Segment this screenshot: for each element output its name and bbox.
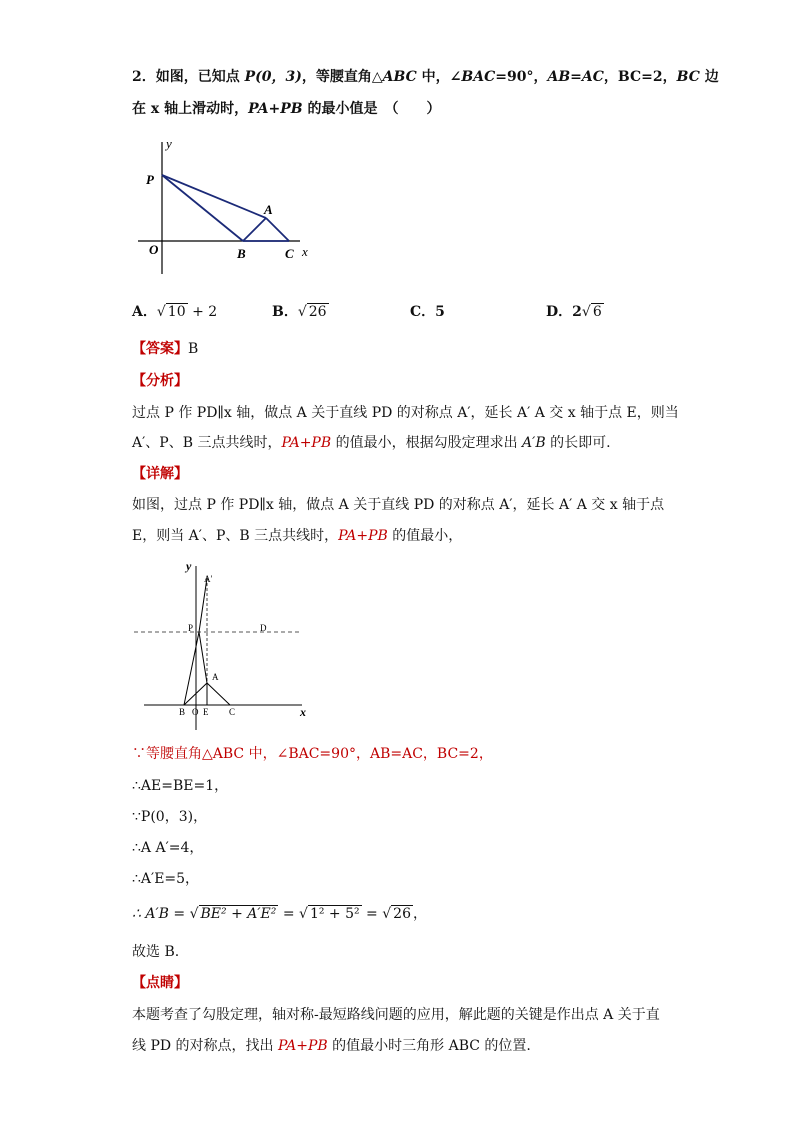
bc-edge-text: BC [676, 69, 700, 85]
option-a-label: A． [132, 304, 157, 320]
analysis-seg: A′B [522, 435, 546, 451]
step-7: 故选 B. [132, 944, 180, 960]
detail-line-2 [132, 525, 462, 545]
fig2-label-o: O [192, 707, 199, 717]
triangle-name: ABC [382, 69, 417, 85]
answer-tag: 【答案】 [132, 341, 188, 357]
step6-mid: = [278, 906, 300, 922]
analysis-line2-prefix: A′、P、B 三点共线时， [132, 435, 282, 451]
step6-eq: = [361, 906, 383, 922]
angle-value: =90°， [495, 69, 548, 85]
option-d-radicand: 6 [592, 304, 602, 320]
step-4: ∴A A′=4， [132, 840, 204, 856]
question-line2-suffix: 的最小值是 （ ） [302, 101, 441, 117]
option-b-radicand: 26 [308, 304, 327, 320]
option-b-label: B． [272, 304, 298, 320]
segment-pb [162, 175, 243, 241]
figure-2 [130, 556, 330, 736]
fig2-label-y: y [186, 559, 192, 573]
answer-value: B [188, 341, 199, 357]
comment-expr: PA+PB [278, 1038, 328, 1054]
segment-pa-prime [199, 578, 207, 632]
option-c[interactable] [410, 301, 445, 321]
fig2-label-x: x [300, 705, 306, 719]
step6-end: ， [413, 906, 427, 922]
analysis-tag: 【分析】 [132, 373, 188, 389]
option-d[interactable]: D．2√ 6 [546, 304, 602, 320]
detail-line2-end: 的值最小， [387, 528, 463, 544]
question-line-2 [132, 98, 440, 118]
bc-text: ，BC=2， [603, 69, 677, 85]
detail-line2-prefix: E，则当 A′、P、B 三点共线时， [132, 528, 339, 544]
analysis-line2-end: 的长即可. [545, 435, 611, 451]
fig2-label-c: C [229, 707, 236, 717]
segment-ac-2 [207, 683, 230, 705]
segment-pa-2 [199, 632, 207, 683]
step-1: ∵等腰直角△ABC 中，∠BAC=90°，AB=AC，BC=2， [132, 746, 493, 762]
comment-line2-end: 的值最小时三角形 ABC 的位置. [327, 1038, 531, 1054]
step-6: ∴ A′B = √ BE² + A′E² = √ 1² + 5² = √ 26 ， [132, 906, 427, 922]
fig1-label-c: C [285, 246, 294, 261]
fig1-label-y: y [166, 136, 172, 151]
option-c-label: C．5 [410, 304, 445, 320]
detail-expr: PA+PB [338, 528, 388, 544]
option-a-tail: + 2 [187, 304, 218, 320]
fig1-label-p: P [146, 172, 154, 187]
fig2-label-e: E [203, 707, 209, 717]
step6-radicand-2: 1² + 5² [309, 906, 360, 922]
question-line2-prefix: 在 x 轴上滑动时， [132, 101, 249, 117]
segment-ab [243, 218, 266, 241]
option-a-radicand: 10 [167, 304, 186, 320]
fig2-label-b: B [179, 707, 186, 717]
comment-tag: 【点睛】 [132, 975, 188, 991]
option-d-label: D．2 [546, 304, 582, 320]
segment-ac [266, 218, 289, 241]
ab-ac-text: AB=AC [547, 69, 604, 85]
detail-tag: 【详解】 [132, 466, 188, 482]
option-a[interactable]: A．√ 10 + 2 [132, 304, 218, 320]
step6-prefix: ∴ A′B = [132, 906, 190, 922]
step-3: ∵P(0，3)， [132, 809, 208, 825]
fig1-label-o: O [149, 242, 159, 257]
comment-line-2 [132, 1035, 531, 1055]
fig2-label-a: A [212, 672, 219, 682]
fig2-label-a-prime: A′ [204, 574, 213, 584]
segment-pb-2 [184, 632, 199, 705]
question-line1-end: 边 [699, 69, 719, 85]
figure-1 [128, 134, 328, 274]
analysis-line2-mid: 的值最小，根据勾股定理求出 [331, 435, 523, 451]
options-row [132, 301, 692, 325]
question-line-1 [132, 66, 719, 86]
segment-pa [162, 175, 266, 218]
question-expr: PA+PB [248, 101, 303, 117]
comment-line-1: 本题考查了勾股定理，轴对称-最短路线问题的应用，解此题的关键是作出点 A 关于直 [132, 1007, 660, 1023]
analysis-line-2 [132, 432, 611, 452]
analysis-expr: PA+PB [281, 435, 332, 451]
fig2-label-d: D [260, 623, 267, 633]
angle-name: BAC [461, 69, 496, 85]
step6-radicand-1: BE² + A′E² [200, 906, 277, 922]
fig1-label-x: x [302, 244, 308, 259]
fig2-label-p: P [188, 623, 194, 633]
question-prefix: 2．如图，已知点 [132, 69, 245, 85]
question-after-triangle: 中，∠ [416, 69, 462, 85]
fig1-label-b: B [237, 246, 246, 261]
question-mid: ，等腰直角△ [301, 69, 383, 85]
comment-line2-prefix: 线 PD 的对称点，找出 [132, 1038, 278, 1054]
detail-line-1: 如图，过点 P 作 PD∥x 轴，做点 A 关于直线 PD 的对称点 A′，延长 A′ A 交 x 轴于点 [132, 497, 665, 513]
answer-line [132, 338, 198, 358]
step6-radicand-3: 26 [393, 906, 411, 922]
step-2: ∴AE=BE=1， [132, 778, 229, 794]
point-p-text: P(0，3) [244, 69, 302, 85]
option-b[interactable]: B．√ 26 [272, 304, 327, 320]
step-5: ∴A′E=5， [132, 871, 200, 887]
fig1-label-a: A [264, 202, 273, 217]
analysis-line-1: 过点 P 作 PD∥x 轴，做点 A 关于直线 PD 的对称点 A′，延长 A′ A 交 x 轴于点 E，则当 [132, 405, 679, 421]
